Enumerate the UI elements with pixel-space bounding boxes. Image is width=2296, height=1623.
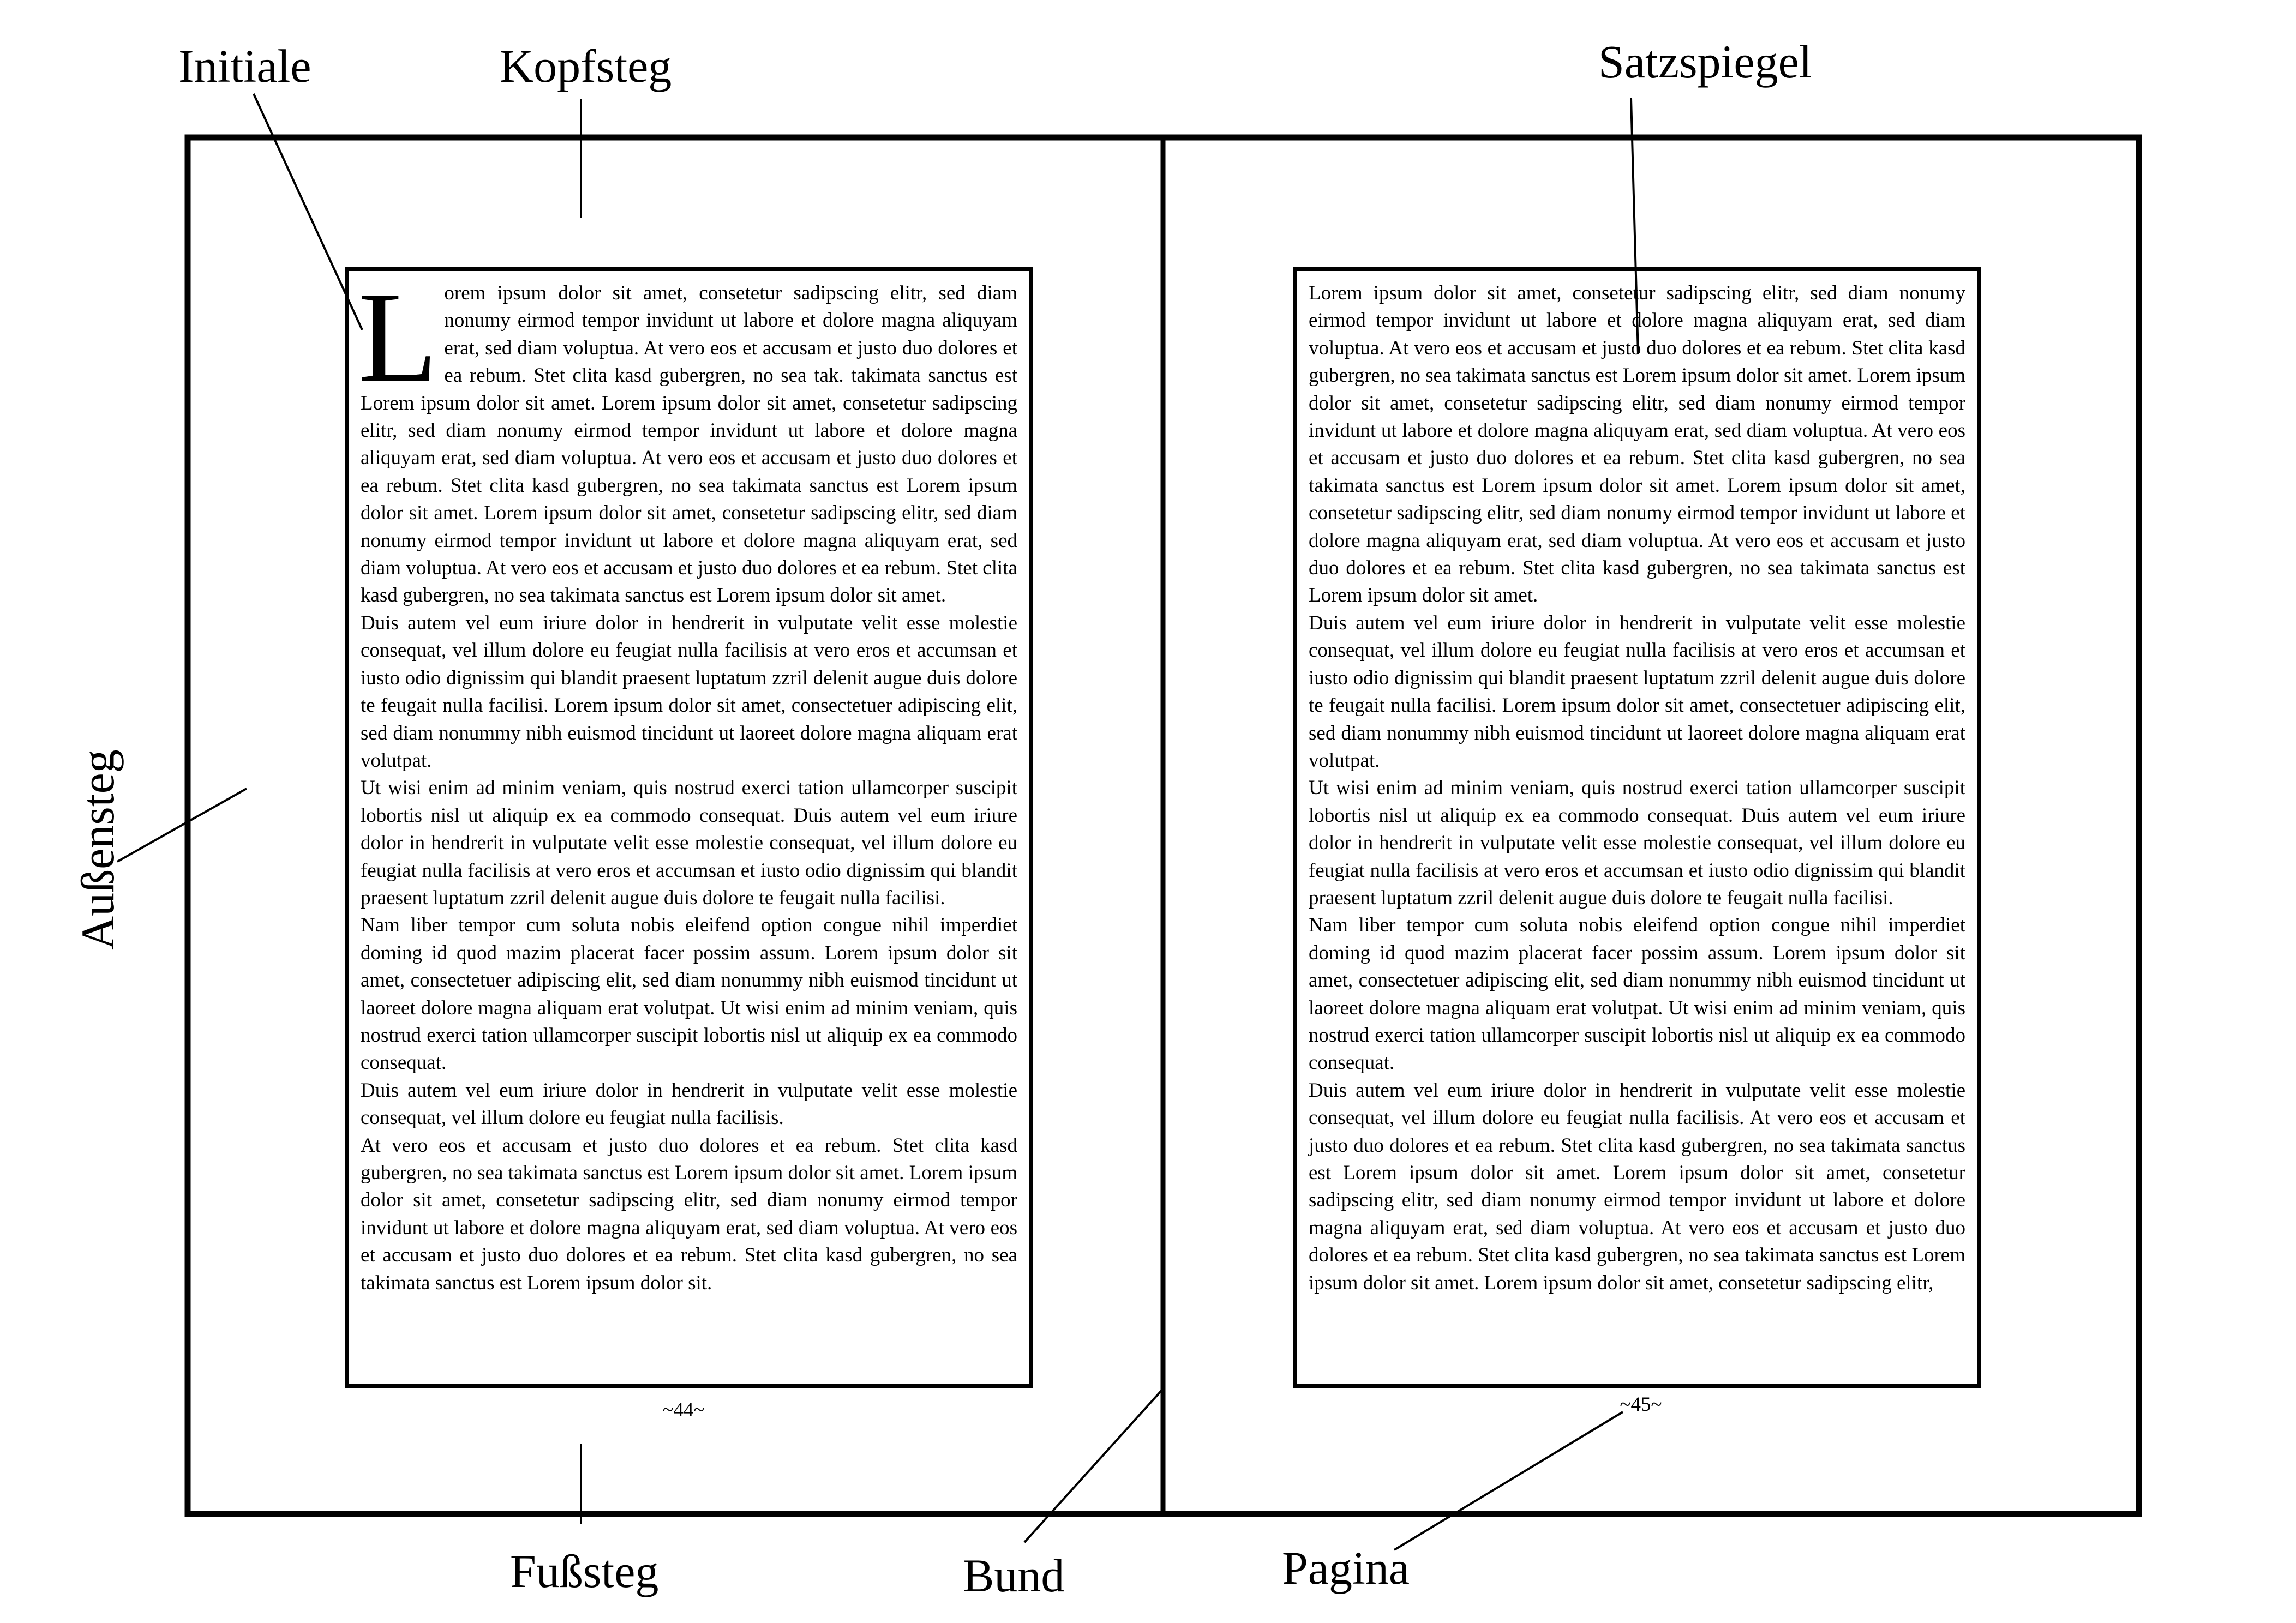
label-fusssteg: Fußsteg	[510, 1545, 659, 1597]
right-page-number: ~45~	[1620, 1393, 1662, 1416]
left-paragraph-4: Nam liber tempor cum soluta nobis eleifend option congue nihil imperdiet doming id quod mazim placerat facer possim assum. Lorem ipsum dolor sit amet, consectetuer adipiscing elit, sed diam nonummy nibh euismod tincidunt ut laoreet dolore magna aliquam erat volutpat. Ut wisi enim ad minim veniam, quis nostrud exerci tation ullamcorper suscipit lobortis nisl ut aliquip ex ea commodo consequat.	[361, 914, 1017, 1074]
right-paragraph-4: Nam liber tempor cum soluta nobis eleifend option congue nihil imperdiet doming id quod mazim placerat facer possim assum. Lorem ipsum dolor sit amet, consectetuer adipiscing elit, sed diam nonummy nibh euismod tincidunt ut laoreet dolore magna aliquam erat volutpat. Ut wisi enim ad minim veniam, quis nostrud exerci tation ullamcorper suscipit lobortis nisl ut aliquip ex ea commodo consequat.	[1309, 914, 1965, 1074]
left-paragraph-1: orem ipsum dolor sit amet, consetetur sadipscing elitr, sed diam nonumy eirmod tempor invidunt ut labore et dolore magna aliquyam erat, sed diam voluptua. At vero eos et accusam et justo duo dolores et ea rebum. Stet clita kasd gubergren, no sea tak. takimata sanctus est Lorem ipsum dolor sit amet. Lorem ipsum dolor sit amet, consetetur sadipscing elitr, sed diam nonumy eirmod tempor invidunt ut labore et dolore magna aliquyam erat, sed diam voluptua. At vero eos et accusam et justo duo dolores et ea rebum. Stet clita kasd gubergren, no sea takimata sanctus est Lorem ipsum dolor sit amet. Lorem ipsum dolor sit amet, consetetur sadipscing elitr, sed diam nonumy eirmod tempor invidunt ut labore et dolore magna aliquyam erat, sed diam voluptua. At vero eos et accusam et justo duo dolores et ea rebum. Stet clita kasd gubergren, no sea takimata sanctus est Lorem ipsum dolor sit amet.	[361, 282, 1017, 607]
left-paragraph-6: At vero eos et accusam et justo duo dolores et ea rebum. Stet clita kasd gubergren, no sea takimata sanctus est Lorem ipsum dolor sit amet. Lorem ipsum dolor sit amet, consetetur sadipscing elitr, sed diam nonumy eirmod tempor invidunt ut labore et dolore magna aliquyam erat, sed diam voluptua. At vero eos et accusam et justo duo dolores et ea rebum. Stet clita kasd gubergren, no sea takimata sanctus est Lorem ipsum dolor sit.	[361, 1134, 1017, 1294]
label-satzspiegel: Satzspiegel	[1598, 35, 1812, 88]
right-paragraph-3: Ut wisi enim ad minim veniam, quis nostrud exerci tation ullamcorper suscipit lobortis nisl ut aliquip ex ea commodo consequat. Duis autem vel eum iriure dolor in hendrerit in vulputate velit esse molestie consequat, vel illum dolore eu feugiat nulla facilisis at vero eros et accumsan et iusto odio dignissim qui blandit praesent luptatum zzril delenit augue duis dolore te feugait nulla facilisi.	[1309, 777, 1965, 909]
aussensteg-leader	[117, 789, 247, 862]
left-page-number: ~44~	[662, 1399, 705, 1421]
left-paragraph-3: Ut wisi enim ad minim veniam, quis nostrud exerci tation ullamcorper suscipit lobortis nisl ut aliquip ex ea commodo consequat. Duis autem vel eum iriure dolor in hendrerit in vulputate velit esse molestie consequat, vel illum dolore eu feugiat nulla facilisis at vero eros et accumsan et iusto odio dignissim qui blandit praesent luptatum zzril delenit augue duis dolore te feugait nulla facilisi.	[361, 777, 1017, 909]
right-paragraph-5: Duis autem vel eum iriure dolor in hendrerit in vulputate velit esse molestie consequat, vel illum dolore eu feugiat nulla facilisis. At vero eos et accusam et justo duo dolores et ea rebum. Stet clita kasd gubergren, no sea takimata sanctus est Lorem ipsum dolor sit amet. Lorem ipsum dolor sit amet, consetetur sadipscing elitr, sed diam nonumy eirmod tempor invidunt ut labore et dolore magna aliquyam erat, sed diam voluptua. At vero eos et accusam et justo duo dolores et ea rebum. Stet clita kasd gubergren, no sea takimata sanctus est Lorem ipsum dolor sit amet. Lorem ipsum dolor sit amet, consetetur sadipscing elitr,	[1309, 1079, 1965, 1294]
label-kopfsteg: Kopfsteg	[500, 40, 672, 92]
bund-leader	[1024, 1391, 1161, 1542]
label-initiale: Initiale	[178, 40, 311, 92]
pagina-leader	[1394, 1412, 1623, 1550]
label-aussensteg: Außensteg	[71, 749, 124, 950]
right-paragraph-2: Duis autem vel eum iriure dolor in hendrerit in vulputate velit esse molestie consequat, vel illum dolore eu feugiat nulla facilisis at vero eros et accumsan et iusto odio dignissim qui blandit praesent luptatum zzril delenit augue duis dolore te feugait nulla facilisi. Lorem ipsum dolor sit amet, consectetuer adipiscing elit, sed diam nonummy nibh euismod tincidunt ut laoreet dolore magna aliquam erat volutpat.	[1309, 611, 1965, 772]
label-bund: Bund	[963, 1549, 1065, 1602]
left-paragraph-5: Duis autem vel eum iriure dolor in hendrerit in vulputate velit esse molestie consequat, vel illum dolore eu feugiat nulla facilisis.	[361, 1079, 1017, 1129]
drop-cap-initial: L	[358, 267, 438, 409]
label-pagina: Pagina	[1282, 1542, 1410, 1594]
right-page-text-block	[1293, 267, 1981, 1388]
left-page-text-block	[345, 267, 1033, 1388]
left-paragraph-2: Duis autem vel eum iriure dolor in hendrerit in vulputate velit esse molestie consequat, vel illum dolore eu feugiat nulla facilisis at vero eros et accumsan et iusto odio dignissim qui blandit praesent luptatum zzril delenit augue duis dolore te feugait nulla facilisi. Lorem ipsum dolor sit amet, consectetuer adipiscing elit, sed diam nonummy nibh euismod tincidunt ut laoreet dolore magna aliquam erat volutpat.	[361, 611, 1017, 772]
right-paragraph-1: Lorem ipsum dolor sit amet, consetetur sadipscing elitr, sed diam nonumy eirmod tempor invidunt ut labore et dolore magna aliquyam erat, sed diam voluptua. At vero eos et accusam et justo duo dolores et ea rebum. Stet clita kasd gubergren, no sea takimata sanctus est Lorem ipsum dolor sit amet. Lorem ipsum dolor sit amet, consetetur sadipscing elitr, sed diam nonumy eirmod tempor invidunt ut labore et dolore magna aliquyam erat, sed diam voluptua. At vero eos et accusam et justo duo dolores et ea rebum. Stet clita kasd gubergren, no sea takimata sanctus est Lorem ipsum dolor sit amet. Lorem ipsum dolor sit amet, consetetur sadipscing elitr, sed diam nonumy eirmod tempor invidunt ut labore et dolore magna aliquyam erat, sed diam voluptua. At vero eos et accusam et justo duo dolores et ea rebum. Stet clita kasd gubergren, no sea takimata sanctus est Lorem ipsum dolor sit amet.	[1309, 282, 1965, 607]
